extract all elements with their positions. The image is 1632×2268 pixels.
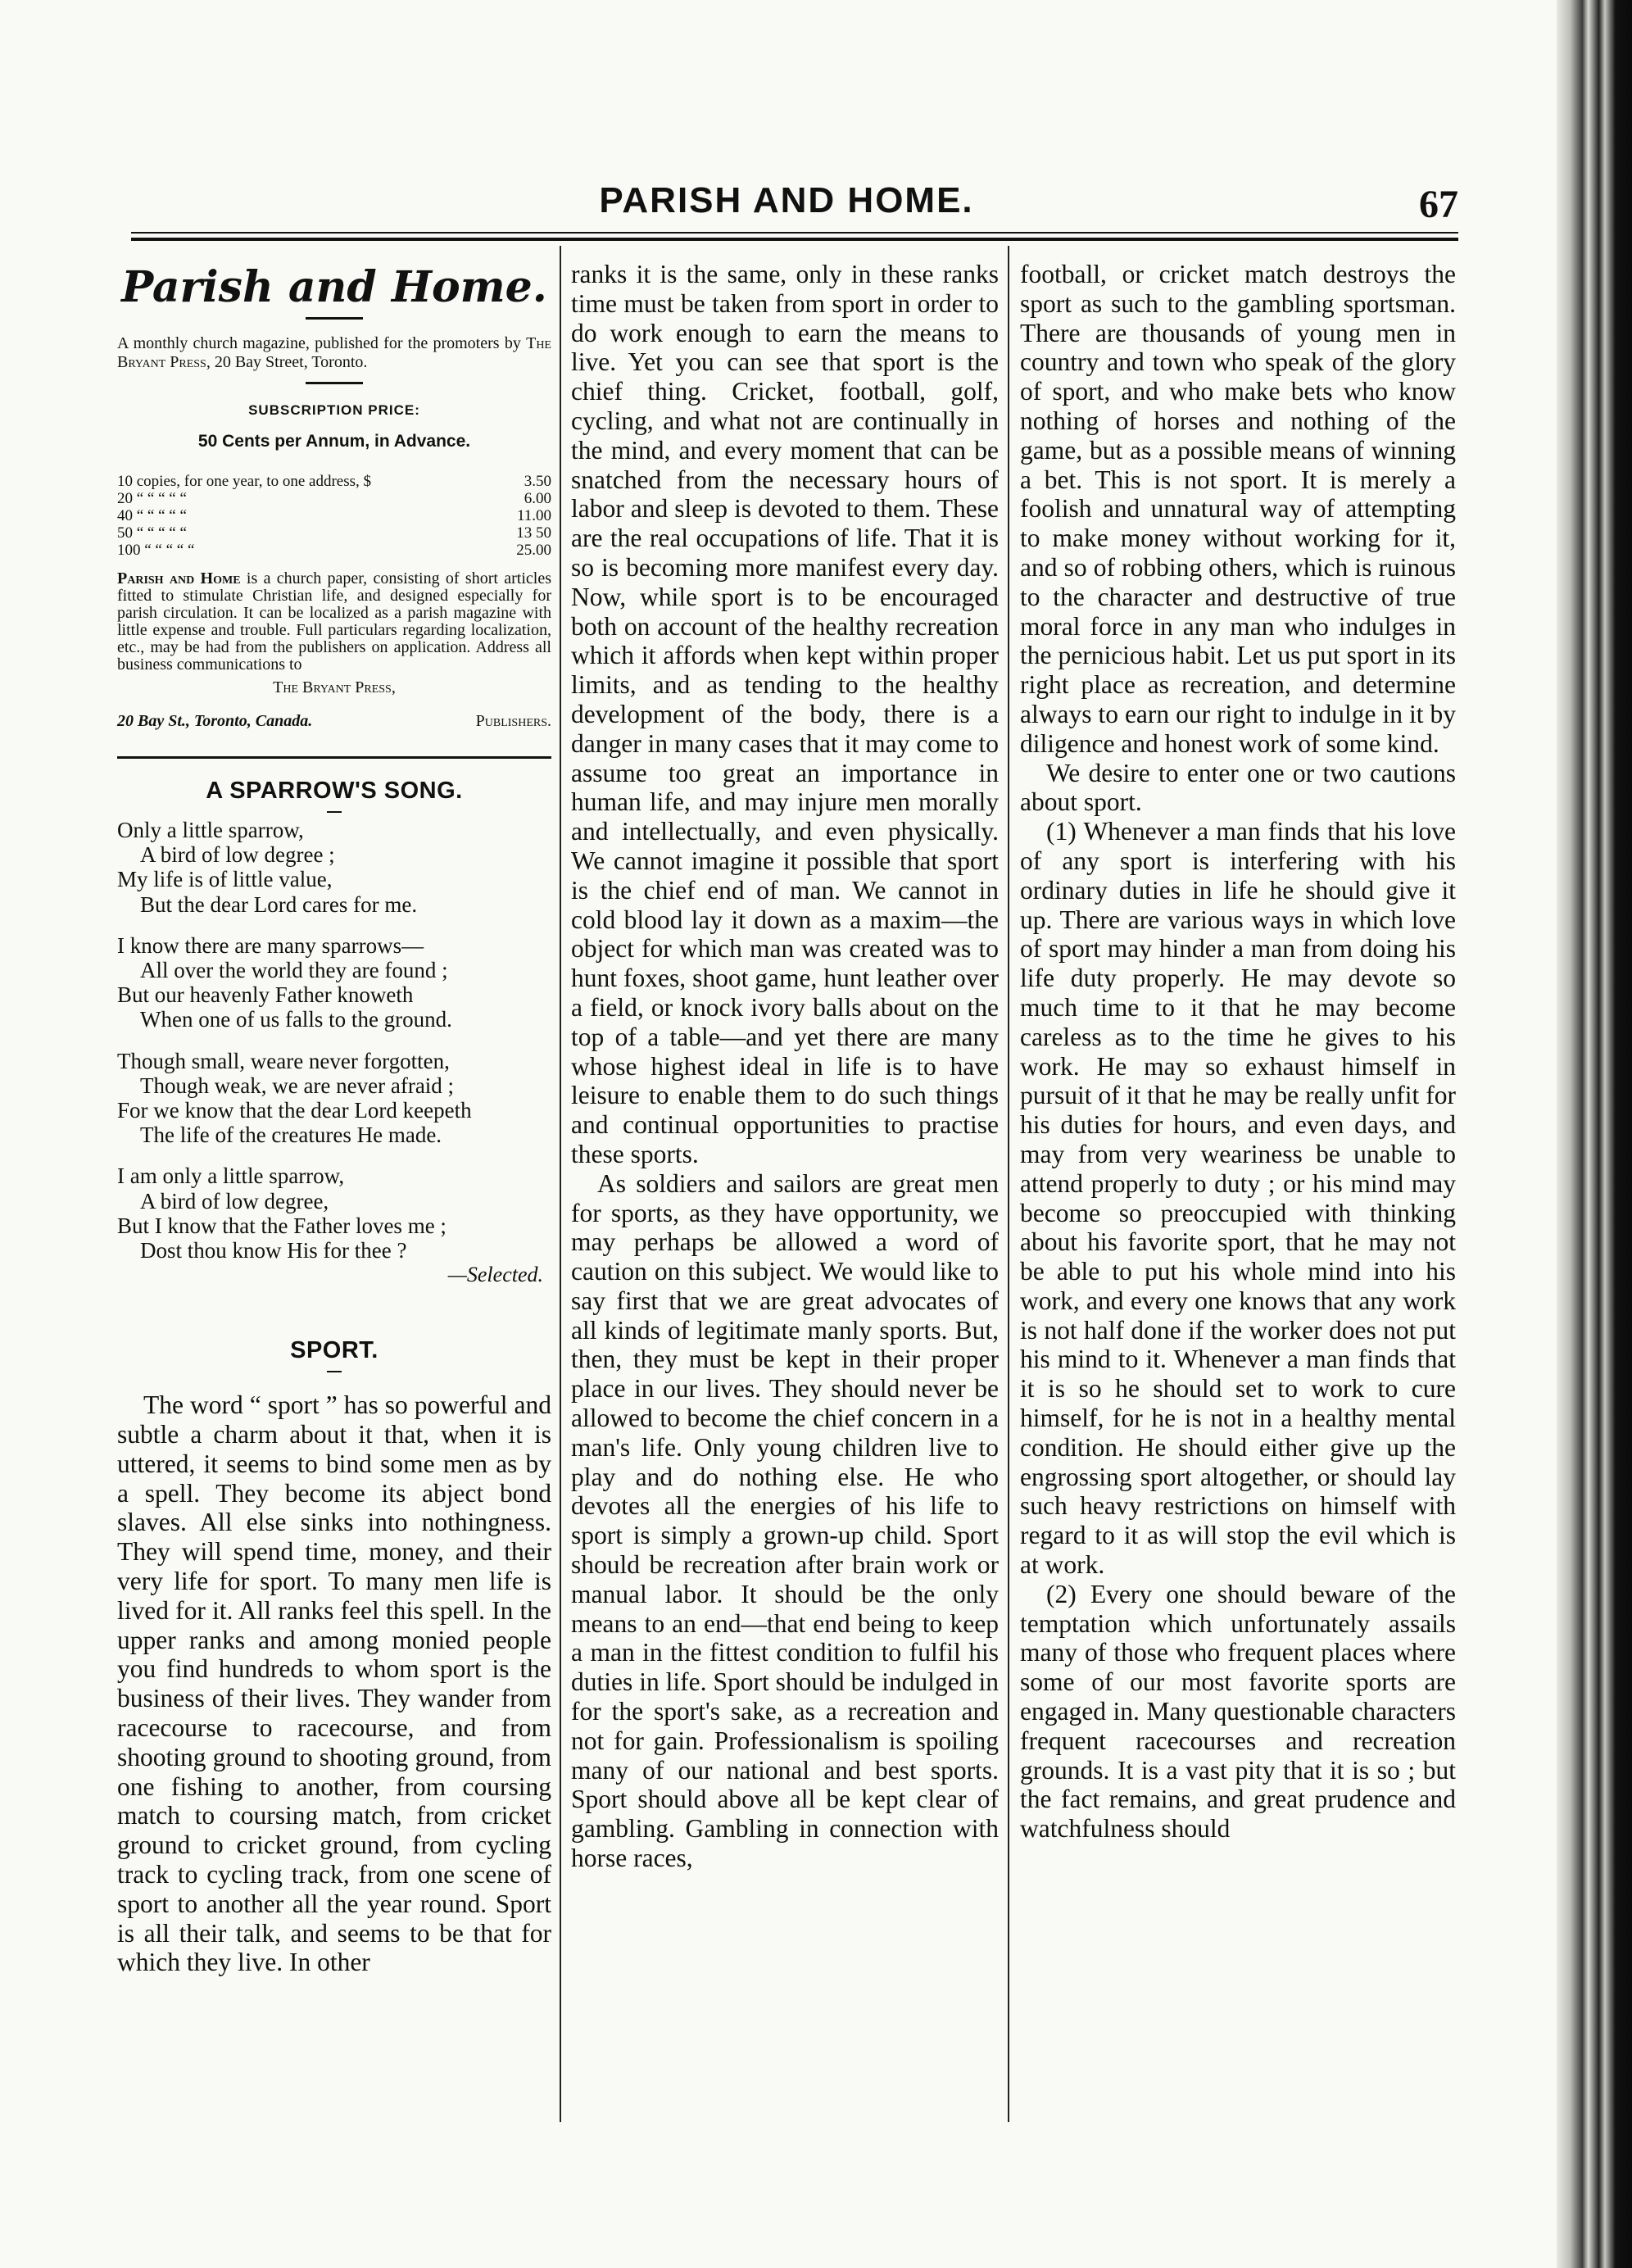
masthead-description: A monthly church magazine, published for the promoters by The Bryant Press, 20 Bay Street, Toronto. — [117, 334, 551, 371]
publisher-line — [117, 707, 551, 737]
page-number: 67 — [1419, 183, 1458, 226]
article-paragraph: The word “ sport ” has so powerful and subtle a charm about it that, when it is uttered, it seems to bind some men as by a spell. They become its abject bond slaves. All else sinks into nothingness. They will spend time, money, and their very life for sport. To many men life is lived for it. All ranks feel this spell. In the upper ranks and among monied people you find hundreds to whom sport is the business of their lives. They wander from racecourse to racecourse, and from shooting ground to shooting ground, from one fishing to another, from coursing match to coursing match, from cricket ground to cricket ground, from cycling track to cycling track, from one scene of sport to another all the year round. Sport is all their talk, and seems to be that for which they live. In other — [117, 1390, 551, 1977]
article-paragraph: (2) Every one should beware of the temptation which unfortunately assails many of those who frequent places where some of our most favorite sports are engaged in. Many questionable characters frequent racecourses and recreation grounds. It is a vast pity that it is so ; but the fact remains, and great prudence and watchfulness should — [1020, 1579, 1456, 1844]
publisher-name: The Bryant Press, — [273, 678, 396, 696]
publisher-address: 20 Bay St., Toronto, Canada. — [117, 712, 313, 731]
rate-table — [117, 473, 551, 559]
column-divider — [1008, 246, 1009, 2122]
title-rule — [327, 1371, 342, 1372]
poem-stanza: I know there are many sparrows— All over the world they are found ; But our heavenly Father knoweth When one of us falls to the ground. — [117, 932, 452, 1032]
masthead-note: Parish and Home is a church paper, consisting of short articles fitted to stimulate Christian life, and designed especially for parish circulation. It can be localized as a parish magazine with little expense and trouble. Full particulars regarding localization, etc., may be had from the publishers on application. Address all business communications to — [117, 569, 551, 674]
masthead-title: Parish and Home. — [121, 262, 547, 312]
poem-title: A SPARROW'S SONG. — [206, 778, 463, 805]
rate-row: 20 “ “ “ “ “ 6.00 — [117, 489, 551, 507]
poem-stanza: I am only a little sparrow, A bird of low degree, But I know that the Father loves me ; Dost thou know His for thee ? — [117, 1163, 447, 1263]
poem-stanza: Though small, weare never forgotten, Though weak, we are never afraid ; For we know that the dear Lord keepeth The life of the creatures He made. — [117, 1048, 472, 1148]
section-rule — [117, 756, 551, 759]
poem — [117, 818, 551, 1287]
title-rule — [327, 811, 342, 813]
rate-row: 50 “ “ “ “ “ 13 50 — [117, 524, 551, 542]
poem-credit: —Selected. — [447, 1263, 543, 1287]
running-head — [115, 179, 1458, 228]
poem-stanza: Only a little sparrow, A bird of low degree ; My life is of little value, But the dear Lord cares for me. — [117, 817, 418, 917]
binding-edge — [1557, 0, 1632, 2268]
article-paragraph: We desire to enter one or two cautions about sport. — [1020, 758, 1456, 817]
column-3 — [1020, 260, 1456, 1844]
column-1 — [117, 258, 551, 1977]
masthead-rule — [306, 382, 363, 384]
article-paragraph: As soldiers and sailors are great men for sports, as they have opportunity, we may perhaps be allowed a word of caution on this subject. We would like to say first that we are great advocates of all kinds of legitimate manly sports. But, then, they must be kept in their proper place in our lives. They should never be allowed to become the chief concern in a man's life. Only young children live to play and do nothing else. He who devotes all the energies of his life to sport is simply a grown-up child. Sport should be recreation after brain work or manual labor. It should be the only means to an end—that end being to keep a man in the fittest condition to fulfil his duties in life. Sport should be indulged in for the sport's sake, as a recreation and not for gain. Professionalism is spoiling many of our national and best sports. Sport should above all be kept clear of gambling. Gambling in connection with horse races, — [571, 1168, 999, 1873]
rate-row: 10 copies, for one year, to one address, $ 3.50 — [117, 472, 551, 490]
rate-row: 40 “ “ “ “ “ 11.00 — [117, 506, 551, 524]
article-paragraph: football, or cricket match destroys the sport as such to the gambling sportsman. There are thousands of young men in country and town who speak of the glory of sport, and who make bets who know nothing of horses and nothing of the game, but as a possible means of winning a bet. This is not sport. It is merely a foolish and unnatural way of attempting to make money without working for it, and so of robbing others, which is ruinous to the character and destructive of true moral force in any man who indulges in the pernicious habit. Let us put sport in its right place as recreation, and determine always to earn our right to indulge in it by diligence and honest work of some kind. — [1020, 260, 1456, 758]
column-divider — [560, 246, 561, 2122]
subscription-label: SUBSCRIPTION PRICE: — [248, 402, 420, 418]
article-title: SPORT. — [290, 1337, 379, 1364]
header-rule-thick — [131, 238, 1458, 241]
subscription-price: 50 Cents per Annum, in Advance. — [197, 431, 471, 451]
article-paragraph: (1) Whenever a man finds that his love of any sport is interfering with his ordinary duties in life he should give it up. There are various ways in which love of sport may hinder a man from doing his life duty properly. He may devote so much time to it that he may become careless as to the time he gives to his work. He may so exhaust himself in pursuit of it that he may be really unfit for his duties for hours, and even days, and may from very weariness be unable to attend properly to duty ; or his mind may become so preoccupied with thinking about his favorite sport, that he may not be able to put his whole mind into his work, and every one knows that any work is not half done if the worker does not put his mind to it. Whenever a man finds that it is so he should set to work to cure himself, for he is not in a healthy mental condition. He should either give up the engrossing sport altogether, or should lay such heavy restrictions on himself with regard to it as will stop the evil which is at work. — [1020, 817, 1456, 1580]
article-paragraph: ranks it is the same, only in these ranks time must be taken from sport in order to do work enough to earn the means to live. Yet you can see that sport is the chief thing. Cricket, football, golf, cycling, and what not are continually in the mind, and every moment that can be snatched from the necessary hours of labor and sleep is devoted to them. These are the real occupations of life. That it is so is becoming more manifest every day. Now, while sport is to be encouraged both on account of the healthy recreation which it affords when kept within proper limits, and as tending to the healthy development of the body, there is a danger in many cases that it may come to assume too great an importance in human life, and may injure men morally and intellectually, and even physically. We cannot imagine it possible that sport is the chief end of man. We cannot in cold blood lay it down as a maxim—the object for which man was created was to hunt foxes, shoot game, hunt leather over a field, or knock ivory balls about on the top of a table—and yet there are many whose highest ideal in life is to have leisure to enable them to do such things and continual opportunities to practise these sports. — [571, 260, 999, 1168]
column-2 — [571, 260, 999, 1873]
masthead-rule — [306, 317, 363, 320]
rate-row: 100 “ “ “ “ “ 25.00 — [117, 541, 551, 559]
header-rule-thin — [131, 232, 1458, 234]
publisher-label: Publishers. — [475, 712, 551, 731]
running-title: PARISH AND HOME. — [599, 180, 974, 220]
